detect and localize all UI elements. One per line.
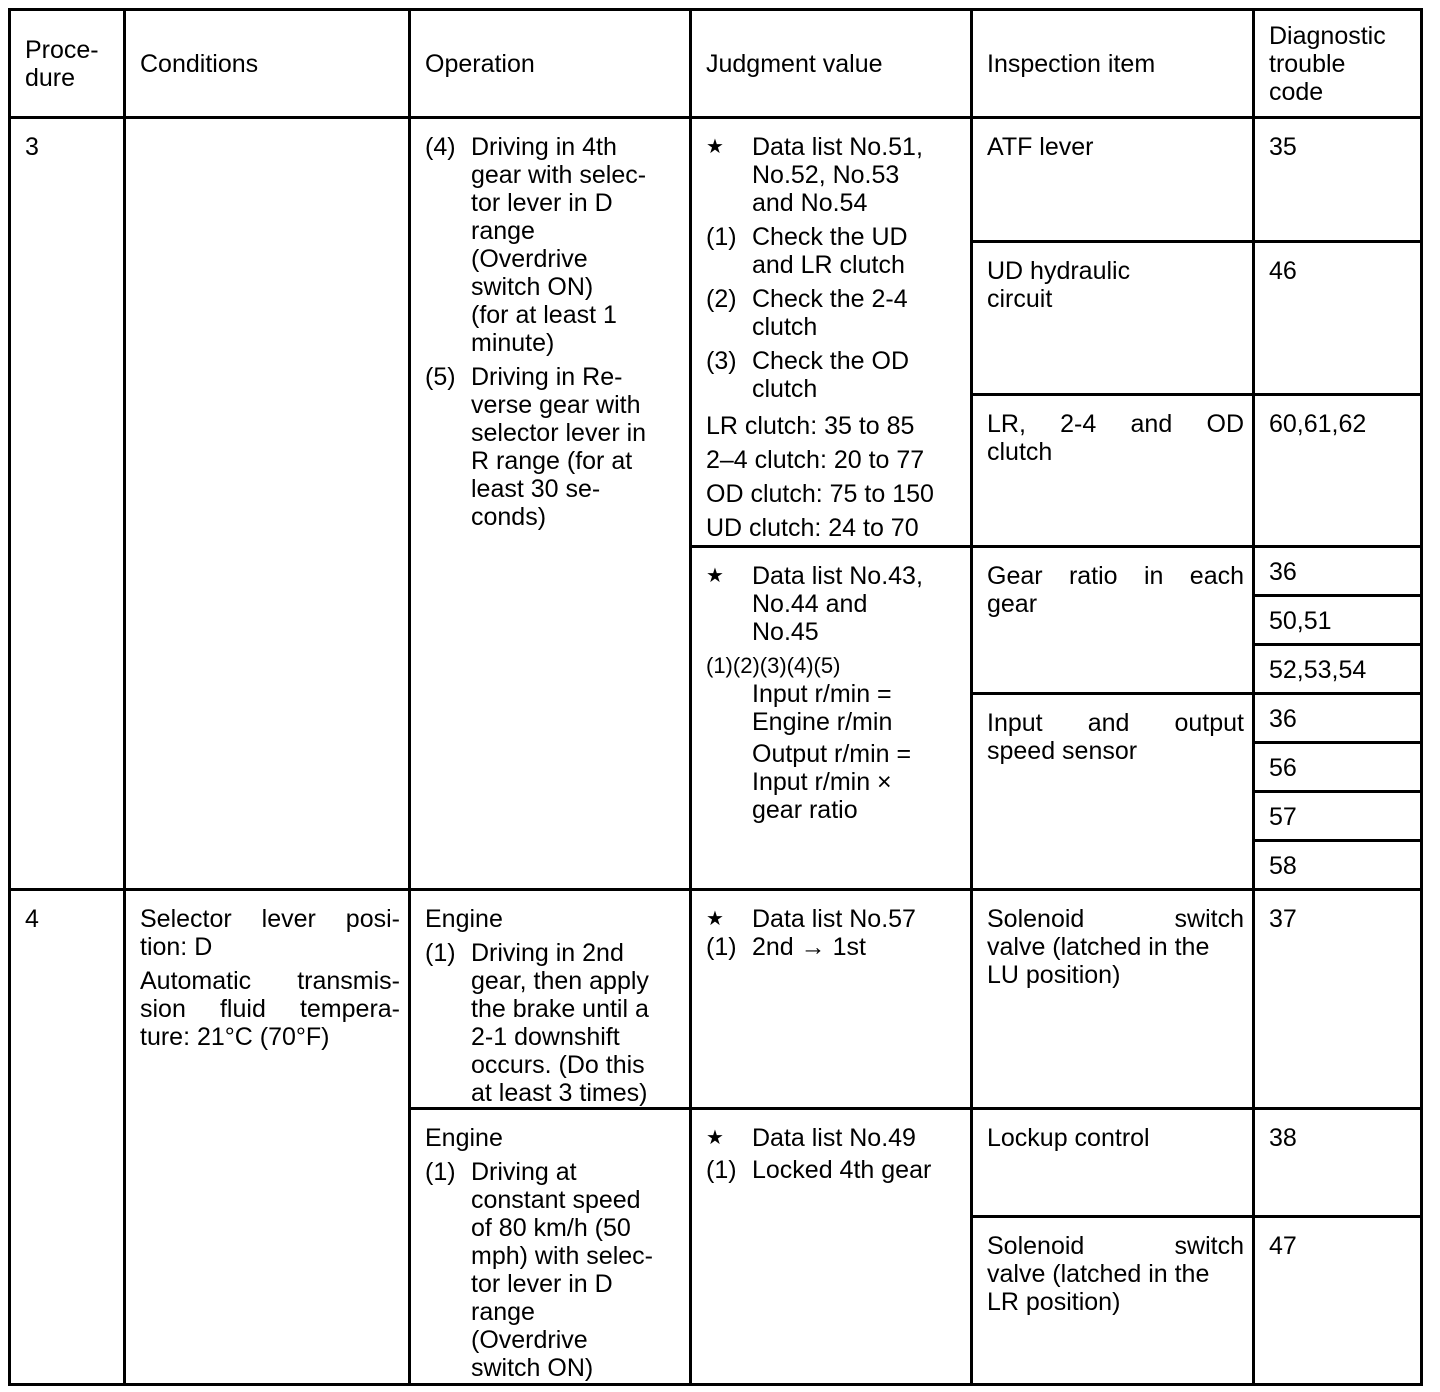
- diagnostic-table-page: [8, 8, 1420, 1382]
- dtc-code: 58: [1254, 841, 1422, 890]
- step-number: (5): [425, 363, 456, 391]
- proc4-operation-lockup: Engine (1) Driving at constant speed of 80 km/h (50 mph) with selec- tor lever in D range (Overdrive switch ON): [410, 1109, 691, 1385]
- dtc-code: 52,53,54: [1254, 645, 1422, 694]
- proc4-judgment-downshift: ★ Data list No.57 (1) 2nd → 1st: [691, 890, 972, 1109]
- judgment-value: LR clutch: 35 to 85: [706, 412, 915, 440]
- dtc-code: 37: [1254, 890, 1422, 1109]
- proc3-judgment-clutch: ★ Data list No.51, No.52, No.53 and No.54 (1) Check the UD and LR clutch (2) Check the 2-4 clutch (3) Check the OD clutch LR clutch: 35 to 85 2–4 clutch: 20 to 77 OD clutch: 75 to 150 UD clutch: 24 to 70: [691, 118, 972, 547]
- inspection-item: Lockup control: [972, 1109, 1254, 1217]
- judgment-value: 2–4 clutch: 20 to 77: [706, 446, 925, 474]
- diagnostic-table: [8, 8, 1423, 1386]
- inspection-item: Solenoid switch valve (latched in the LU position): [972, 890, 1254, 1109]
- dtc-code: 60,61,62: [1254, 394, 1422, 546]
- dtc-code: 47: [1254, 1217, 1422, 1385]
- judgment-value: OD clutch: 75 to 150: [706, 480, 934, 508]
- proc4-operation-downshift: Engine (1) Driving in 2nd gear, then apply the brake until a 2-1 downshift occurs. (Do this at least 3 times): [410, 890, 691, 1109]
- star-icon: ★: [706, 908, 724, 930]
- table-row: [10, 118, 1422, 242]
- proc3-judgment-speed: ★ Data list No.43, No.44 and No.45 (1)(2)(3)(4)(5) Input r/min = Engine r/min Output r/min = Input r/min × gear ratio: [691, 547, 972, 890]
- inspection-item: Solenoid switch valve (latched in the LR position): [972, 1217, 1254, 1385]
- header-operation: Operation: [410, 10, 691, 118]
- header-procedure: [10, 10, 125, 118]
- dtc-code: 46: [1254, 242, 1422, 394]
- header-row: [10, 10, 1422, 118]
- header-conditions: Conditions: [125, 10, 410, 118]
- judgment-value: UD clutch: 24 to 70: [706, 514, 919, 542]
- dtc-code: 57: [1254, 792, 1422, 841]
- proc4-procedure: 4: [10, 890, 125, 1385]
- header-dtc-line: code: [1269, 77, 1324, 106]
- dtc-code: 56: [1254, 743, 1422, 792]
- dtc-code: 50,51: [1254, 596, 1422, 645]
- step-number: (4): [425, 133, 456, 161]
- inspection-item: UD hydraulic circuit: [972, 242, 1254, 394]
- header-judgment: Judgment value: [691, 10, 972, 118]
- inspection-item: Gear ratio in each gear: [972, 547, 1254, 694]
- header-dtc-line: trouble: [1269, 49, 1346, 78]
- proc3-conditions: [125, 118, 410, 890]
- dtc-code: 36: [1254, 547, 1422, 596]
- header-dtc-line: Diagnostic: [1269, 21, 1386, 50]
- header-inspection: Inspection item: [972, 10, 1254, 118]
- star-icon: ★: [706, 136, 724, 158]
- proc4-judgment-lockup: ★ Data list No.49 (1) Locked 4th gear: [691, 1109, 972, 1385]
- star-icon: ★: [706, 565, 724, 587]
- header-procedure-line: Proce-: [25, 35, 99, 64]
- table-row: [10, 890, 1422, 1109]
- proc4-conditions: Selector lever posi- tion: D Automatic transmis- sion fluid tempera- ture: 21°C (70°F): [125, 890, 410, 1385]
- dtc-code: 36: [1254, 694, 1422, 743]
- header-procedure-line: dure: [25, 63, 76, 92]
- inspection-item: Input and output speed sensor: [972, 694, 1254, 890]
- operation-step: (4) Driving in 4th gear with selec- tor lever in D range (Overdrive switch ON) (for at least 1 minute): [425, 133, 647, 357]
- dtc-code: 35: [1254, 118, 1422, 242]
- proc3-operation: [410, 118, 691, 890]
- inspection-item: ATF lever: [972, 118, 1254, 242]
- star-icon: ★: [706, 1127, 724, 1149]
- header-dtc: [1254, 10, 1422, 118]
- inspection-item: LR, 2-4 and OD clutch: [972, 394, 1254, 546]
- operation-step: (5) Driving in Re- verse gear with selector lever in R range (for at least 30 se- conds): [425, 363, 647, 531]
- dtc-code: 38: [1254, 1109, 1422, 1217]
- proc3-procedure: 3: [10, 118, 125, 890]
